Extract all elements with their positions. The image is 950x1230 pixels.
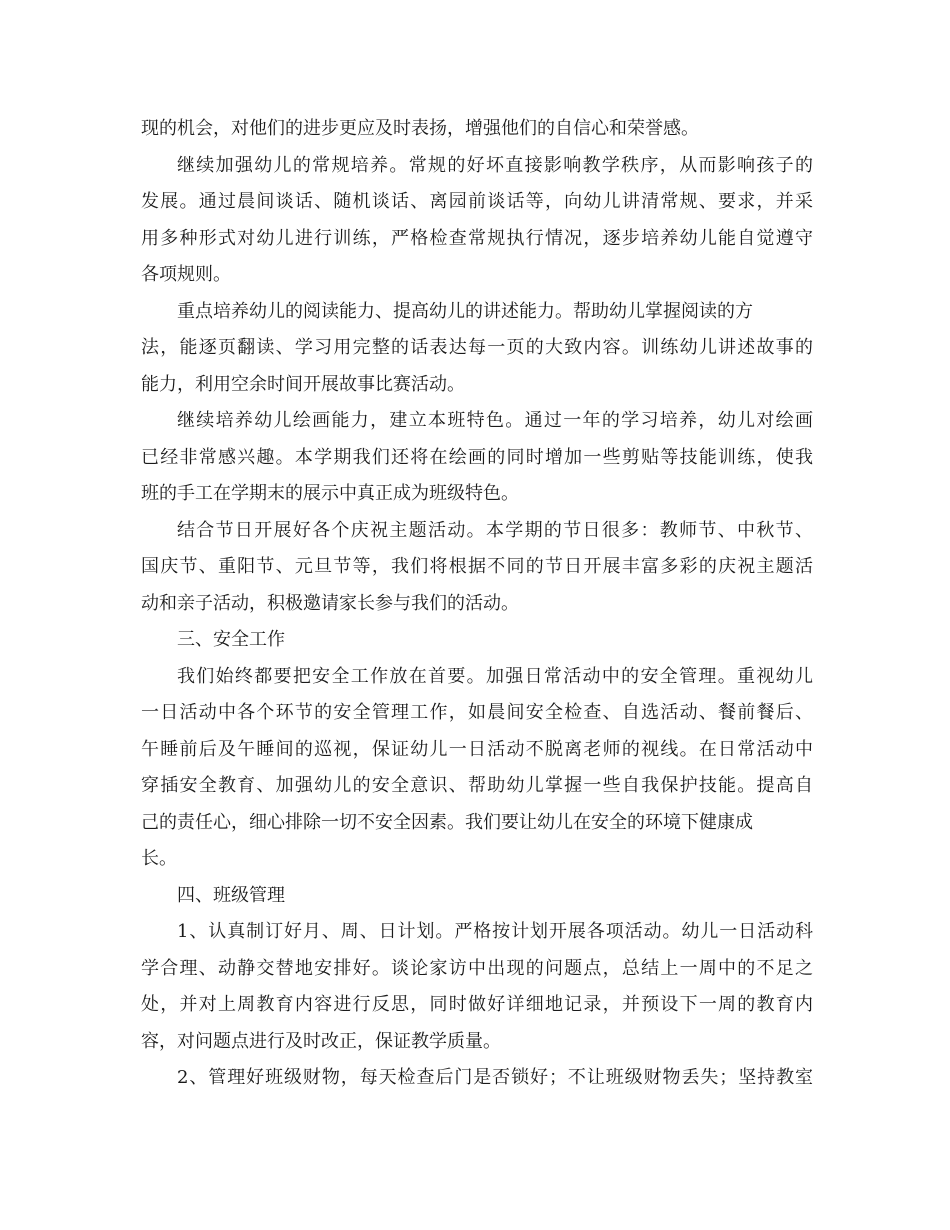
text-line: 四、班级管理 bbox=[177, 884, 285, 906]
text-line: 发展。通过晨间谈话、随机谈话、离园前谈话等，向幼儿讲清常规、要求，并采 bbox=[141, 191, 813, 212]
text-line: 己的责任心，细心排除一切不安全因素。我们要让幼儿在安全的环境下健康成 bbox=[141, 811, 753, 833]
text-line: 我们始终都要把安全工作放在首要。加强日常活动中的安全管理。重视幼儿 bbox=[177, 665, 813, 687]
text-line: 能力，利用空余时间开展故事比赛活动。 bbox=[141, 373, 465, 395]
text-line: 继续加强幼儿的常规培养。常规的好坏直接影响教学秩序，从而影响孩子的 bbox=[177, 154, 813, 176]
text-line: 动和亲子活动，积极邀请家长参与我们的活动。 bbox=[141, 592, 519, 614]
text-line: 1、认真制订好月、周、日计划。严格按计划开展各项活动。幼儿一日活动科 bbox=[177, 921, 813, 942]
text-line: 一日活动中各个环节的安全管理工作，如晨间安全检查、自选活动、餐前餐后、 bbox=[141, 702, 813, 723]
text-line: 重点培养幼儿的阅读能力、提高幼儿的讲述能力。帮助幼儿掌握阅读的方 bbox=[177, 300, 753, 322]
text-line: 长。 bbox=[141, 848, 177, 869]
text-line: 三、安全工作 bbox=[177, 629, 285, 650]
text-line: 穿插安全教育、加强幼儿的安全意识、帮助幼儿掌握一些自我保护技能。提高自 bbox=[141, 775, 813, 796]
text-line: 班的手工在学期末的展示中真正成为班级特色。 bbox=[141, 483, 519, 504]
text-line: 学合理、动静交替地安排好。谈论家访中出现的问题点，总结上一周中的不足之 bbox=[141, 957, 813, 979]
text-line: 午睡前后及午睡间的巡视，保证幼儿一日活动不脱离老师的视线。在日常活动中 bbox=[141, 738, 813, 760]
text-line: 继续培养幼儿绘画能力，建立本班特色。通过一年的学习培养，幼儿对绘画 bbox=[177, 410, 813, 431]
text-line: 已经非常感兴趣。本学期我们还将在绘画的同时增加一些剪贴等技能训练，使我 bbox=[141, 446, 813, 468]
text-line: 法，能逐页翻读、学习用完整的话表达每一页的大致内容。训练幼儿讲述故事的 bbox=[141, 337, 813, 358]
text-line: 处，并对上周教育内容进行反思，同时做好详细地记录，并预设下一周的教育内 bbox=[141, 994, 813, 1015]
document-body bbox=[141, 111, 813, 1097]
text-line: 现的机会，对他们的进步更应及时表扬，增强他们的自信心和荣誉感。 bbox=[141, 118, 699, 139]
text-line: 各项规则。 bbox=[141, 264, 231, 285]
text-line: 2、管理好班级财物，每天检查后门是否锁好；不让班级财物丢失；坚持教室 bbox=[177, 1067, 813, 1088]
text-line: 国庆节、重阳节、元旦节等，我们将根据不同的节日开展丰富多彩的庆祝主题活 bbox=[141, 556, 813, 577]
text-line: 结合节日开展好各个庆祝主题活动。本学期的节日很多：教师节、中秋节、 bbox=[177, 519, 813, 541]
text-line: 容，对问题点进行及时改正，保证教学质量。 bbox=[141, 1030, 501, 1052]
text-line: 用多种形式对幼儿进行训练，严格检查常规执行情况，逐步培养幼儿能自觉遵守 bbox=[141, 227, 813, 249]
